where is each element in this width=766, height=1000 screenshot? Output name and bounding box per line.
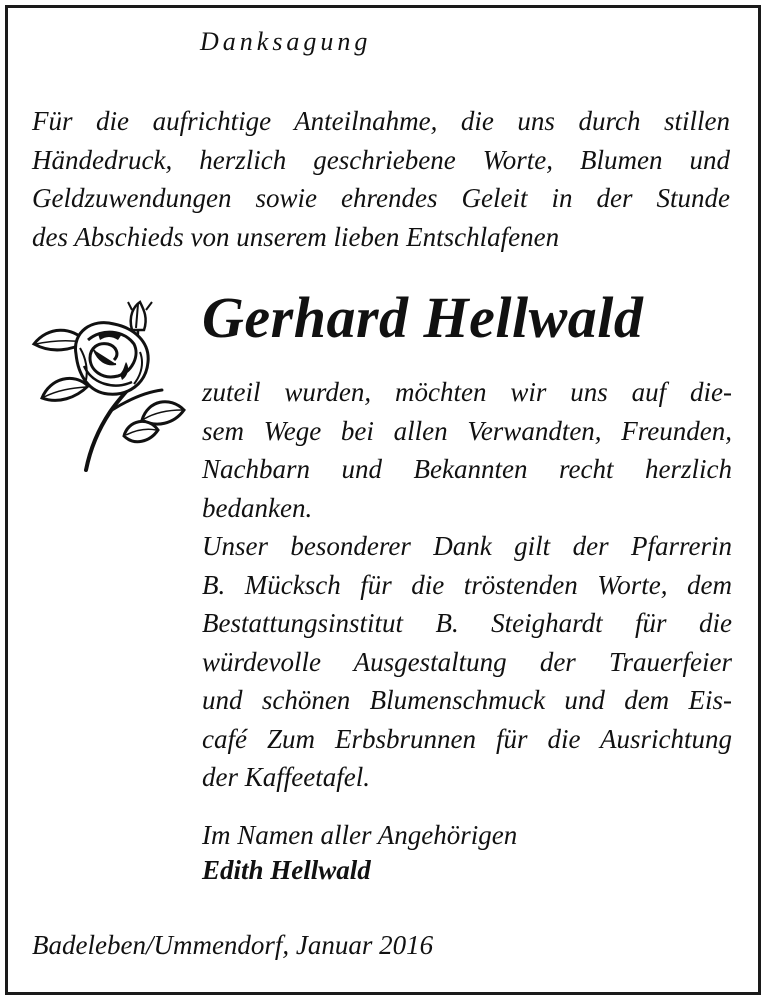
place-date: Badeleben/Ummendorf, Januar 2016	[32, 930, 434, 960]
signer-name: Edith Hellwald	[202, 855, 371, 885]
closing-line: Im Namen aller Angehörigen	[202, 820, 518, 850]
intro-line: Händedruck, herzlich geschriebene Worte, Blumen und	[32, 144, 730, 175]
intro-line: Geldzuwendungen sowie ehrendes Geleit in der Stunde	[32, 183, 730, 213]
body-line: Unser besonderer Dank gilt der Pfarrerin	[202, 531, 732, 561]
body-paragraph	[202, 373, 732, 797]
body-line: Bestattungsinstitut B. Steighardt für die	[202, 608, 732, 638]
body-line: sem Wege bei allen Verwandten, Freunden,	[202, 415, 732, 446]
intro-line: des Abschieds von unserem lieben Entschlafenen	[32, 221, 560, 252]
body-line: der Kaffeetafel.	[202, 762, 370, 792]
notice-heading: Danksagung	[200, 27, 372, 56]
body-line: und schönen Blumenschmuck und dem Eis-	[202, 685, 732, 715]
deceased-name: Gerhard Hellwald	[202, 285, 644, 350]
body-line: bedanken.	[202, 492, 313, 523]
intro-paragraph	[32, 102, 730, 256]
body-line: B. Mücksch für die tröstenden Worte, dem	[202, 569, 732, 600]
body-line: würdevolle Ausgestaltung der Trauerfeier	[202, 646, 732, 677]
rose-icon	[28, 300, 190, 472]
body-line: café Zum Erbsbrunnen für die Ausrichtung	[202, 723, 732, 754]
body-line: Nachbarn und Bekannten recht herzlich	[202, 454, 732, 484]
intro-line: Für die aufrichtige Anteilnahme, die uns durch stillen	[32, 106, 730, 136]
body-line: zuteil wurden, möchten wir uns auf die-	[202, 377, 732, 407]
